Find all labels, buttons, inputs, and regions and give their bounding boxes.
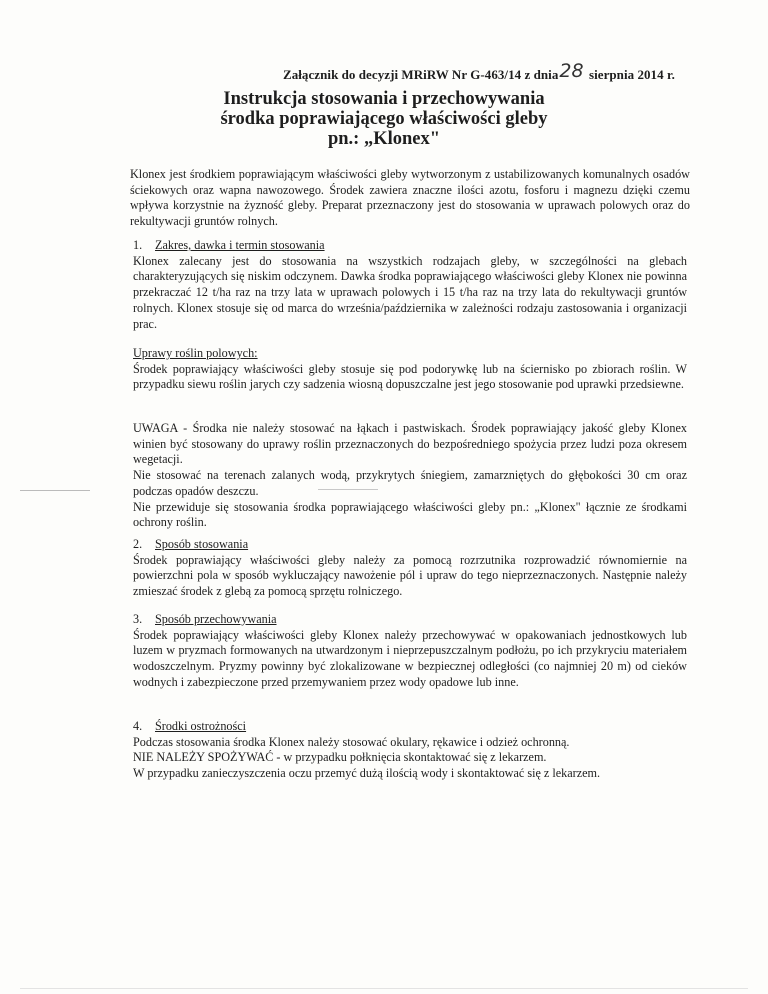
- section-1-heading: Zakres, dawka i termin stosowania: [155, 238, 325, 252]
- section-2-text: Środek poprawiający właściwości gleby należy za pomocą rozrzutnika rozprowadzić równomiernie na powierzchni pola w sposób wykluczający nawożenie pól i upraw do tego nieprzeznaczonych. Następnie należy zmieszać środek z glebą za pomocą sprzętu rolniczego.: [133, 552, 687, 599]
- section-3: [133, 612, 687, 691]
- title-line-3: pn.: „Klonex": [327, 129, 441, 149]
- section-4: [133, 719, 687, 782]
- section-1: [133, 238, 687, 332]
- field-crops-heading: Uprawy roślin polowych:: [133, 346, 258, 360]
- scan-artifact-line-2: [318, 489, 378, 490]
- intro-text: Klonex jest środkiem poprawiającym właściwości gleby wytworzonym z ustabilizowanych komunalnych osadów ściekowych oraz wapna nawozowego. Środek zawiera znaczne ilości azotu, fosforu i magnezu dzięki czemu wpływa korzystnie na żyzność gleby. Preparat przeznaczony jest do stosowania w uprawach polowych oraz do rekultywacji gruntów rolnych.: [130, 167, 690, 229]
- annex-reference: [283, 62, 713, 84]
- section-4-line-2: NIE NALEŻY SPOŻYWAĆ - w przypadku połknięcia skontaktować się z lekarzem.: [133, 750, 547, 765]
- title-line-2: środka poprawiającego właściwości gleby: [220, 109, 548, 129]
- intro-paragraph: [130, 167, 690, 230]
- handwritten-day: 28: [559, 60, 584, 82]
- section-3-number: 3.: [133, 612, 143, 626]
- section-1-number: 1.: [133, 238, 143, 252]
- section-2-number: 2.: [133, 537, 143, 551]
- warning-paragraph-1: UWAGA - Środka nie należy stosować na łąkach i pastwiskach. Środek poprawiający jakość gleby Klonex winien być stosowany do uprawy roślin przeznaczonych do bezpośredniego spożycia przez ludzi poza okresem wegetacji.: [133, 421, 687, 467]
- section-4-line-3: W przypadku zanieczyszczenia oczu przemyć dużą ilością wody i skontaktować się z lekarzem.: [133, 766, 601, 781]
- warning-section: [133, 421, 687, 531]
- section-2: [133, 537, 687, 600]
- document-title: [130, 89, 638, 149]
- section-1-text: Klonex zalecany jest do stosowania na wszystkich rodzajach gleby, w szczególności na glebach charakteryzujących się niskim odczynem. Dawka środka poprawiającego właściwości gleby Klonex nie powinna przekraczać 12 t/ha raz na trzy lata w uprawach polowych i 15 t/ha raz na trzy lata do rekultywacji gruntów rolnych. Klonex stosuje się od marca do września/października w zależności rodzaju zastosowania i organizacji prac.: [133, 253, 687, 331]
- warning-paragraph-2: Nie stosować na terenach zalanych wodą, przykrytych śniegiem, zamarzniętych do głębokości 30 cm oraz podczas opadów deszczu.: [133, 468, 687, 498]
- section-4-number: 4.: [133, 719, 143, 733]
- warning-paragraph-3: Nie przewiduje się stosowania środka poprawiającego właściwości gleby pn.: „Klonex" łącznie ze środkami ochrony roślin.: [133, 499, 687, 530]
- section-3-heading: Sposób przechowywania: [155, 612, 277, 626]
- title-line-1: Instrukcja stosowania i przechowywania: [223, 89, 545, 109]
- field-crops-section: [133, 346, 687, 393]
- section-4-heading: Środki ostrożności: [155, 719, 247, 733]
- field-crops-text: Środek poprawiający właściwości gleby stosuje się pod podorywkę lub na ściernisko po zbiorach roślin. W przypadku siewu roślin jarych czy sadzenia wiosną dopuszczalne jest jego stosowanie pod uprawki przedsiewne.: [133, 361, 687, 392]
- annex-prefix: Załącznik do decyzji MRiRW Nr G-463/14 z dnia: [283, 67, 559, 82]
- page-bottom-edge: [20, 988, 748, 989]
- section-4-line-1: Podczas stosowania środka Klonex należy stosować okulary, rękawice i odzież ochronną.: [133, 734, 570, 749]
- section-3-text: Środek poprawiający właściwości gleby Klonex należy przechowywać w opakowaniach jednostkowych lub luzem w pryzmach formowanych na utwardzonym i nieprzepuszczalnym podłożu, po ich przykryciu materiałem wodoszczelnym. Pryzmy powinny być zlokalizowane w bezpiecznej odległości (co najmniej 20 m) od cieków wodnych i zabezpieczone przed przemywaniem przez wody opadowe lub inne.: [133, 627, 687, 689]
- scan-artifact-line: [20, 490, 90, 491]
- section-2-heading: Sposób stosowania: [155, 537, 249, 551]
- annex-suffix: sierpnia 2014 r.: [585, 67, 675, 82]
